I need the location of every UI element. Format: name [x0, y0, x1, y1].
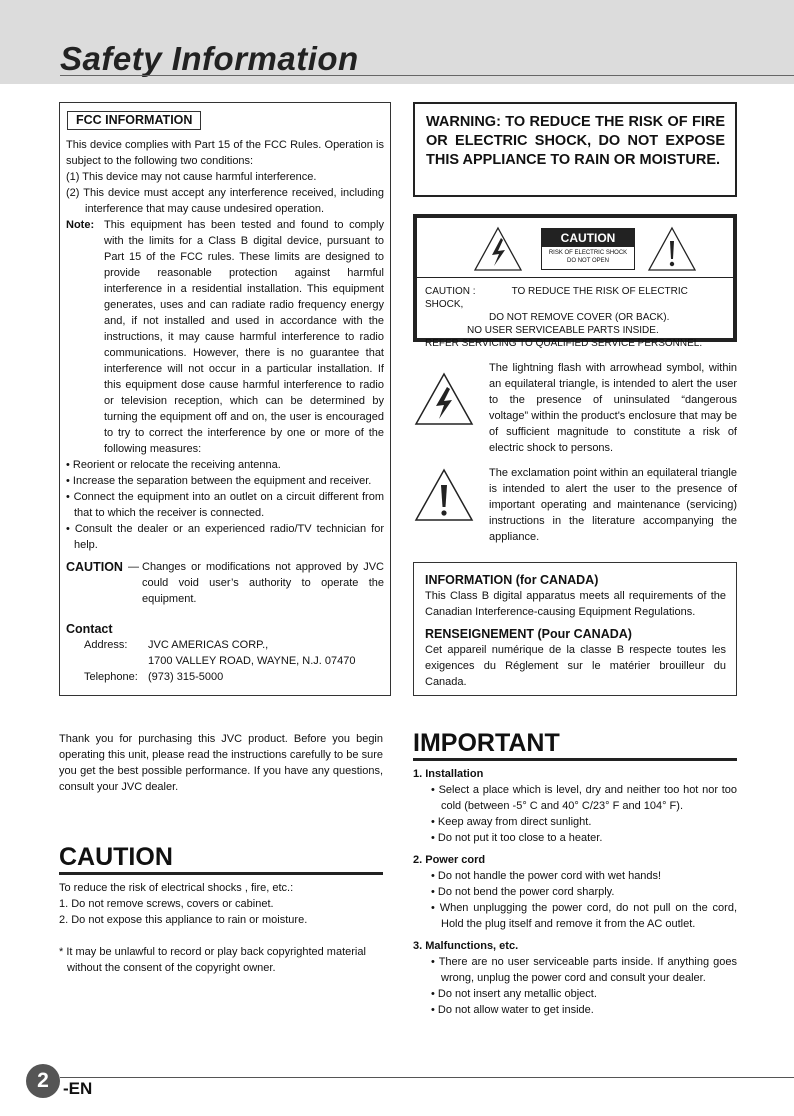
page-language-suffix: -EN	[63, 1079, 93, 1098]
fcc-label: FCC INFORMATION	[67, 111, 201, 130]
fcc-bullet: • Reorient or relocate the receiving antenna.	[66, 459, 281, 471]
header-rule	[60, 75, 794, 76]
caution-label-panel	[413, 214, 737, 349]
list-item: • Do not put it too close to a heater.	[431, 832, 603, 844]
note-text: This equipment has been tested and found to comply with the limits for a Class B digital device, pursuant to Part 15 of the FCC rules. These limits are designed to provide reasonable protection against harmful interference in a residential installation. This equipment generates, uses and can radiate radio frequency energy and, if not installed and used in accordance with the instructions, it may cause harmful interference to radio communications. However, there is no guarantee that interference will not occur in a particular installation. If this equipment dose cause harmful interference to radio or television reception, which can be determined by turning the equipment off and on, the user is encouraged to try to correct the interference by one or more of the following measures:	[104, 219, 384, 455]
exclamation-triangle-icon	[647, 226, 697, 272]
caution-body	[59, 880, 383, 928]
canada-text-en: This Class B digital apparatus meets all requirements of the Canadian Interference-causing Equipment Regulations.	[425, 590, 726, 618]
canada-information-box	[413, 562, 737, 696]
fcc-caution-label: CAUTION	[66, 560, 123, 574]
exclamation-triangle-icon	[414, 468, 474, 522]
fcc-condition-2: (2) This device must accept any interference received, including interference that may cause undesired operation.	[66, 187, 384, 215]
caution-line-1-label: CAUTION :	[425, 286, 476, 297]
contact-telephone	[66, 669, 384, 685]
list-item: • When unplugging the power cord, do not pull on the cord, Hold the plug itself and remove it from the AC outlet.	[431, 902, 737, 930]
warning-text: WARNING: TO REDUCE THE RISK OF FIRE OR ELECTRIC SHOCK, DO NOT EXPOSE THIS APPLIANCE TO RAIN OR MOISTURE.	[426, 114, 725, 168]
page-number-badge: 2	[26, 1064, 60, 1098]
malfunctions-heading: 3. Malfunctions, etc.	[413, 940, 519, 952]
list-item: • Do not insert any metallic object.	[431, 988, 597, 1000]
canada-heading-fr: RENSEIGNEMENT (Pour CANADA)	[425, 627, 632, 641]
fcc-caution	[66, 559, 384, 607]
lightning-triangle-icon	[473, 226, 523, 272]
caution-panel-symbols	[417, 218, 733, 278]
warning-box	[413, 102, 737, 197]
list-item: • Do not handle the power cord with wet hands!	[431, 870, 662, 882]
list-item: • Keep away from direct sunlight.	[431, 816, 592, 828]
telephone-number: (973) 315-5000	[148, 671, 224, 683]
installation-heading: 1. Installation	[413, 768, 484, 780]
contact-address	[66, 637, 384, 653]
lightning-symbol-text: The lightning flash with arrowhead symbol, within an equilateral triangle, is intended to alert the user to the presence of uninsulated “dangerous voltage” within the product's enclosure that may be of sufficient magnitude to constitute a risk of electric shock to persons.	[489, 362, 737, 454]
canada-heading-en: INFORMATION (for CANADA)	[425, 573, 599, 587]
address-spacer	[66, 653, 148, 669]
caution-panel-text	[425, 285, 725, 350]
canada-text-fr: Cet appareil numérique de la classe B respecte toutes les exigences du Réglement sur le matérier brouilleur du Canada.	[425, 644, 726, 688]
fcc-caution-text: Changes or modifications not approved by JVC could void user’s authority to operate the equipment.	[142, 561, 384, 605]
caution-heading: CAUTION	[59, 843, 383, 875]
address-line-1: JVC AMERICAS CORP.,	[148, 639, 269, 651]
thank-you-text: Thank you for purchasing this JVC product. Before you begin operating this unit, please read the instructions carefully to be sure you get the best possible performance. If you have any questions, consult your JVC dealer.	[59, 733, 383, 793]
caution-head: CAUTION	[542, 229, 634, 247]
copyright-note: * It may be unlawful to record or play back copyrighted material without the consent of the copyright owner.	[59, 946, 366, 974]
list-item: • Do not bend the power cord sharply.	[431, 886, 615, 898]
contact-heading: Contact	[66, 622, 113, 636]
fcc-caution-dash: —	[128, 561, 139, 573]
fcc-bullet: • Increase the separation between the equipment and receiver.	[66, 475, 372, 487]
caution-line-4: REFER SERVICING TO QUALIFIED SERVICE PERSONNEL.	[425, 338, 703, 349]
fcc-intro: This device complies with Part 15 of the FCC Rules. Operation is subject to the following two conditions:	[66, 139, 384, 167]
caution-intro: To reduce the risk of electrical shocks , fire, etc.:	[59, 882, 294, 894]
caution-line-2: DO NOT REMOVE COVER (OR BACK).	[489, 312, 670, 323]
list-item: • There are no user serviceable parts inside. If anything goes wrong, unplug the power cord and consult your dealer.	[431, 956, 737, 984]
fcc-note	[66, 217, 384, 457]
caution-line-3: NO USER SERVICEABLE PARTS INSIDE.	[467, 325, 659, 336]
important-body	[413, 766, 737, 1018]
important-heading: IMPORTANT	[413, 729, 737, 761]
caution-item-2: 2. Do not expose this appliance to rain or moisture.	[59, 914, 308, 926]
fcc-bullet: • Connect the equipment into an outlet on a circuit different from that to which the receiver is connected.	[66, 491, 384, 519]
caution-item-1: 1. Do not remove screws, covers or cabinet.	[59, 898, 274, 910]
footer-rule	[60, 1077, 794, 1078]
fcc-information-box	[59, 102, 391, 696]
note-label: Note:	[66, 219, 95, 231]
list-item: • Select a place which is level, dry and neither too hot nor too cold (between -5° C and 40° C/23° F and 104° F).	[431, 784, 737, 812]
exclamation-symbol-text: The exclamation point within an equilateral triangle is intended to alert the user to the presence of important operating and maintenance (servicing) instructions in the literature accompanying the appliance.	[489, 467, 737, 543]
fcc-bullet: • Consult the dealer or an experienced radio/TV technician for help.	[66, 523, 384, 551]
address-label: Address:	[84, 639, 128, 651]
caution-risk-box	[541, 228, 635, 270]
lightning-triangle-icon	[414, 372, 474, 426]
page-title: Safety Information	[60, 40, 359, 77]
list-item: • Do not allow water to get inside.	[431, 1004, 594, 1016]
fcc-condition-1: (1) This device may not cause harmful interference.	[66, 171, 317, 183]
caution-sub-2: DO NOT OPEN	[567, 258, 609, 264]
contact-address-2	[66, 653, 384, 669]
power-cord-heading: 2. Power cord	[413, 854, 486, 866]
telephone-label: Telephone:	[84, 671, 138, 683]
fcc-text	[66, 137, 384, 685]
caution-sub-1: RISK OF ELECTRIC SHOCK	[548, 250, 628, 256]
address-line-2: 1700 VALLEY ROAD, WAYNE, N.J. 07470	[148, 655, 356, 667]
caution-line-1	[425, 285, 725, 311]
caution-line-1-text: TO REDUCE THE RISK OF ELECTRIC SHOCK,	[425, 286, 688, 310]
